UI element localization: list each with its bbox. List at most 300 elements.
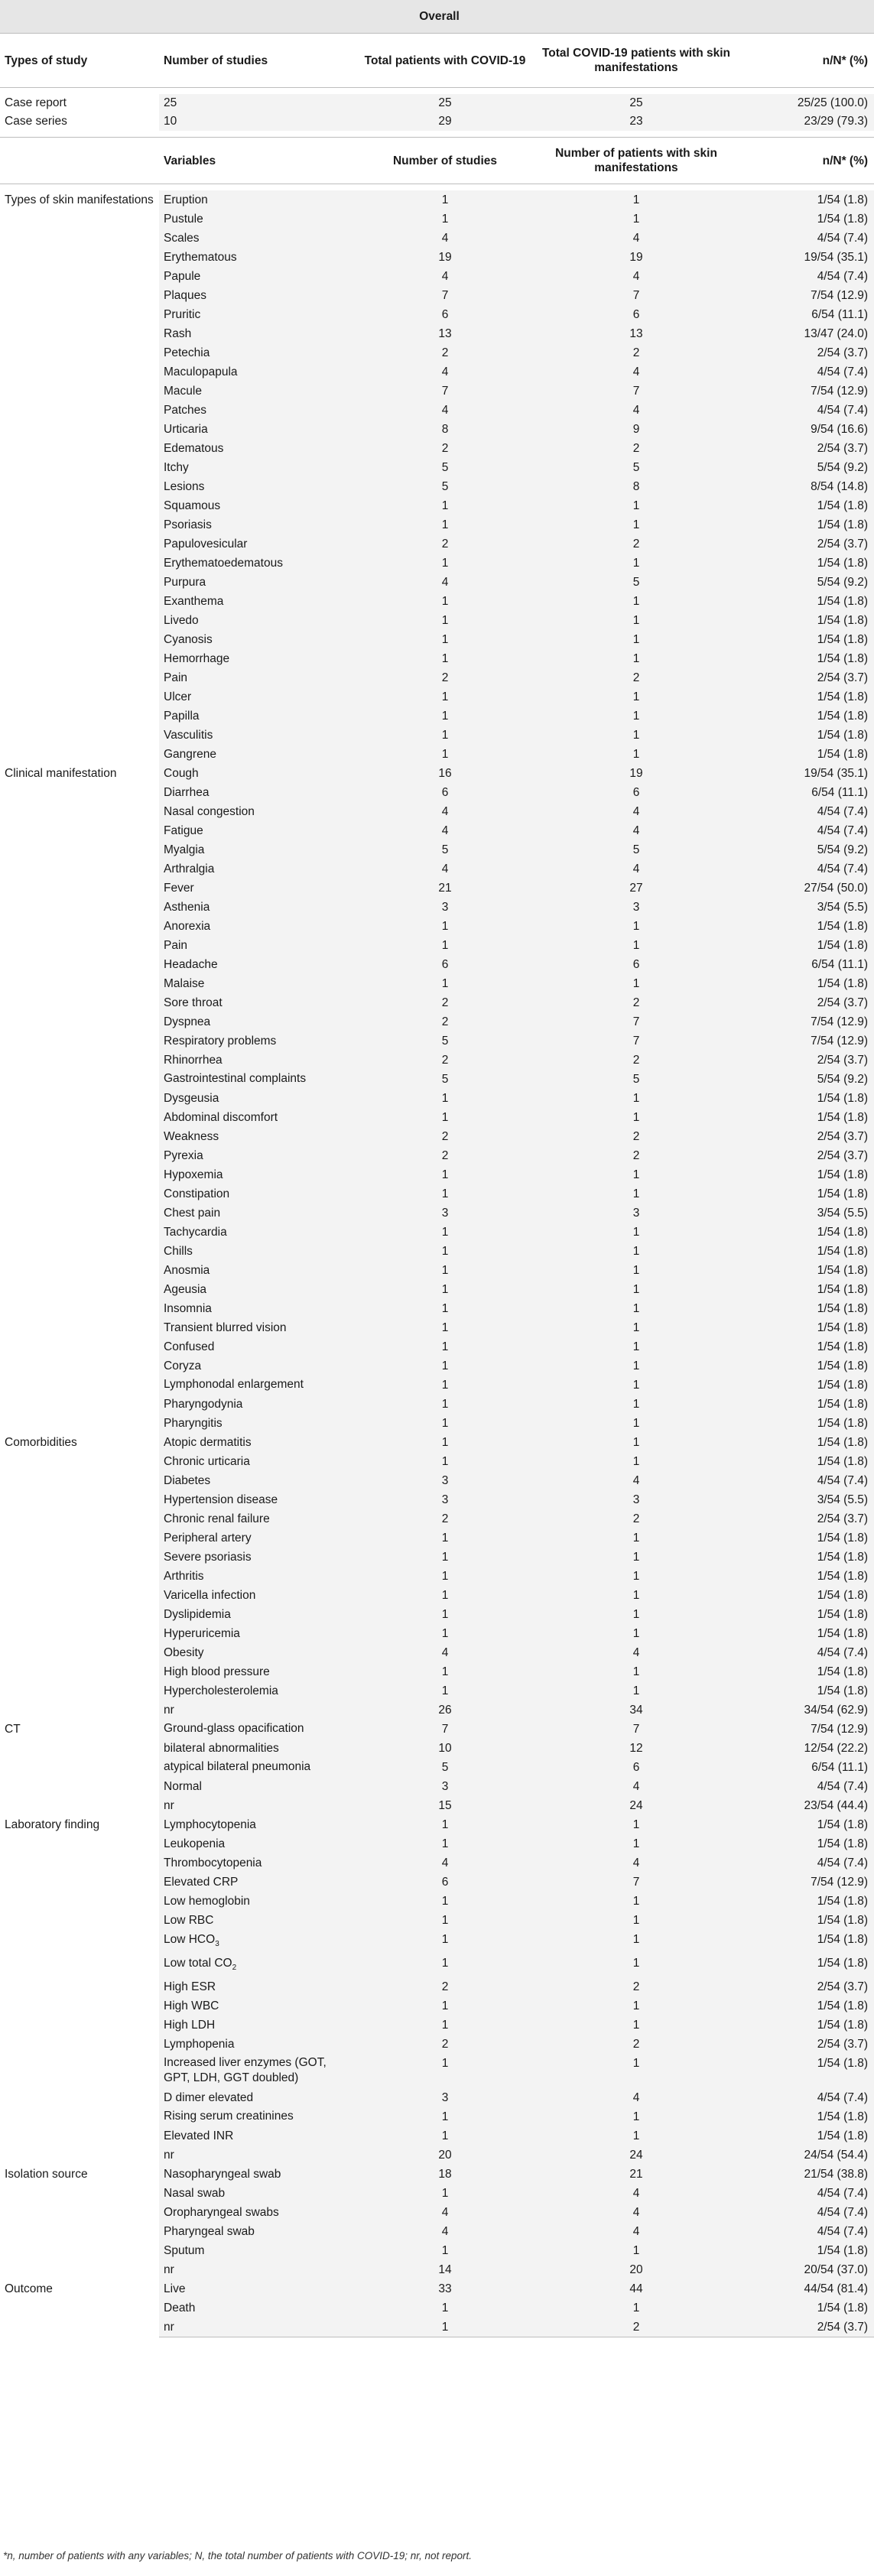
- patient-count: 2: [538, 1146, 734, 1165]
- patient-count: 7: [538, 1720, 734, 1739]
- variable-name: Arthralgia: [159, 859, 352, 879]
- ratio: 6/54 (11.1): [734, 783, 874, 802]
- patient-count: 1: [538, 1624, 734, 1643]
- study-count: 1: [352, 1681, 538, 1701]
- ratio: 7/54 (12.9): [734, 286, 874, 305]
- study-count: 2: [352, 1509, 538, 1528]
- study-count: 2: [352, 993, 538, 1012]
- patient-count: 1: [538, 496, 734, 515]
- study-count: 1: [352, 1815, 538, 1834]
- study-count: 4: [352, 2222, 538, 2241]
- ratio: 5/54 (9.2): [734, 1070, 874, 1089]
- patient-count: 1: [538, 726, 734, 745]
- variable-name: Anosmia: [159, 1261, 352, 1280]
- group-label: Comorbidities: [0, 1433, 159, 1720]
- study-count: 1: [352, 1624, 538, 1643]
- patient-count: 1: [538, 2241, 734, 2260]
- ratio: 1/54 (1.8): [734, 1223, 874, 1242]
- ratio: 1/54 (1.8): [734, 1528, 874, 1548]
- study-count: 1: [352, 707, 538, 726]
- ratio: 4/54 (7.4): [734, 2222, 874, 2241]
- study-count: 1: [352, 2184, 538, 2203]
- variable-name: High blood pressure: [159, 1662, 352, 1681]
- study-count: 1: [352, 1605, 538, 1624]
- patient-count: 1: [538, 1954, 734, 1977]
- patient-count: 27: [538, 879, 734, 898]
- study-count: 1: [352, 515, 538, 534]
- ratio: 1/54 (1.8): [734, 1548, 874, 1567]
- ratio: 1/54 (1.8): [734, 707, 874, 726]
- ratio: 44/54 (81.4): [734, 2279, 874, 2298]
- ratio: 19/54 (35.1): [734, 764, 874, 783]
- variable-name: Eruption: [159, 190, 352, 210]
- variable-name: Tachycardia: [159, 1223, 352, 1242]
- ratio: 5/54 (9.2): [734, 840, 874, 859]
- patient-count: 1: [538, 2016, 734, 2035]
- study-count: 1: [352, 2126, 538, 2146]
- patient-count: 7: [538, 382, 734, 401]
- patient-count: 1: [538, 1567, 734, 1586]
- ratio: 1/54 (1.8): [734, 1834, 874, 1853]
- patient-count: 5: [538, 840, 734, 859]
- variable-name: Low RBC: [159, 1911, 352, 1930]
- study-count: 1: [352, 210, 538, 229]
- patient-count: 1: [538, 1223, 734, 1242]
- patient-count: 4: [538, 1643, 734, 1662]
- study-count: 2: [352, 439, 538, 458]
- variable-name: Confused: [159, 1337, 352, 1356]
- summary-row: [0, 94, 874, 112]
- patient-count: 4: [538, 362, 734, 382]
- variable-name: Live: [159, 2279, 352, 2298]
- ratio: 8/54 (14.8): [734, 477, 874, 496]
- study-count: 1: [352, 1223, 538, 1242]
- patient-count: 2: [538, 2318, 734, 2337]
- study-count: 1: [352, 1452, 538, 1471]
- variable-name: Plaques: [159, 286, 352, 305]
- patient-count: 1: [538, 1911, 734, 1930]
- variable-name: Hemorrhage: [159, 649, 352, 668]
- ratio: 1/54 (1.8): [734, 1108, 874, 1127]
- study-count: 1: [352, 2298, 538, 2318]
- ratio: 1/54 (1.8): [734, 687, 874, 707]
- study-count: 1: [352, 611, 538, 630]
- study-count: 1: [352, 1892, 538, 1911]
- ratio: 1/54 (1.8): [734, 917, 874, 936]
- study-count: 2: [352, 534, 538, 554]
- variable-name: nr: [159, 2146, 352, 2165]
- study-count: 1: [352, 1395, 538, 1414]
- variable-name: Insomnia: [159, 1299, 352, 1318]
- study-count: 2: [352, 1051, 538, 1070]
- study-count: 1: [352, 974, 538, 993]
- variable-name: Chronic renal failure: [159, 1509, 352, 1528]
- ratio: 2/54 (3.7): [734, 2318, 874, 2337]
- group-label: Clinical manifestation: [0, 764, 159, 1433]
- study-count: 1: [352, 1834, 538, 1853]
- patient-count: 5: [538, 1070, 734, 1089]
- patient-count: 29: [352, 112, 538, 131]
- patient-count: 1: [538, 974, 734, 993]
- study-count: 10: [352, 1739, 538, 1758]
- variable-name: Scales: [159, 229, 352, 248]
- variable-name: D dimer elevated: [159, 2088, 352, 2107]
- ratio: 3/54 (5.5): [734, 1490, 874, 1509]
- patient-count: 4: [538, 1471, 734, 1490]
- study-count: 1: [352, 726, 538, 745]
- ratio: 1/54 (1.8): [734, 1280, 874, 1299]
- study-count: 1: [352, 687, 538, 707]
- ratio: 24/54 (54.4): [734, 2146, 874, 2165]
- patient-count: 5: [538, 573, 734, 592]
- ratio: 2/54 (3.7): [734, 993, 874, 1012]
- ratio: 1/54 (1.8): [734, 745, 874, 764]
- variable-name: Pustule: [159, 210, 352, 229]
- study-count: 5: [352, 1758, 538, 1777]
- patient-count: 1: [538, 1433, 734, 1452]
- patient-count: 1: [538, 1318, 734, 1337]
- patient-count: 2: [538, 343, 734, 362]
- ratio: 1/54 (1.8): [734, 1815, 874, 1834]
- ratio: 1/54 (1.8): [734, 190, 874, 210]
- variable-name: Squamous: [159, 496, 352, 515]
- patient-count: 1: [538, 1184, 734, 1204]
- patient-count: 1: [538, 611, 734, 630]
- study-count: 1: [352, 1548, 538, 1567]
- header-number-of-studies-2: Number of studies: [352, 138, 538, 184]
- study-count: 4: [352, 821, 538, 840]
- patient-count: 1: [538, 1681, 734, 1701]
- variable-name: Psoriasis: [159, 515, 352, 534]
- patient-count: 6: [538, 783, 734, 802]
- study-count: 1: [352, 1954, 538, 1977]
- ratio: 9/54 (16.6): [734, 420, 874, 439]
- variable-name: Chronic urticaria: [159, 1452, 352, 1471]
- variable-name: Increased liver enzymes (GOT, GPT, LDH, GGT doubled): [159, 2054, 352, 2088]
- variable-name: nr: [159, 1796, 352, 1815]
- variable-name: Elevated INR: [159, 2126, 352, 2146]
- variable-name: nr: [159, 2318, 352, 2337]
- patient-count: 20: [538, 2260, 734, 2279]
- study-count: 6: [352, 955, 538, 974]
- patient-count: 6: [538, 305, 734, 324]
- study-count: 1: [352, 1376, 538, 1395]
- variable-name: Purpura: [159, 573, 352, 592]
- patient-count: 4: [538, 267, 734, 286]
- variable-name: Rhinorrhea: [159, 1051, 352, 1070]
- variable-name: Pyrexia: [159, 1146, 352, 1165]
- study-count: 1: [352, 2054, 538, 2088]
- ratio: 5/54 (9.2): [734, 458, 874, 477]
- patient-count: 2: [538, 534, 734, 554]
- patient-count: 1: [538, 1242, 734, 1261]
- study-count: 7: [352, 286, 538, 305]
- patient-count: 1: [538, 1089, 734, 1108]
- patient-count: 4: [538, 802, 734, 821]
- variable-name: Arthritis: [159, 1567, 352, 1586]
- variable-name: Fever: [159, 879, 352, 898]
- study-count: 26: [352, 1701, 538, 1720]
- patient-count: 6: [538, 955, 734, 974]
- patient-count: 1: [538, 1548, 734, 1567]
- study-count: 10: [159, 112, 352, 131]
- variable-name: Papulovesicular: [159, 534, 352, 554]
- variable-name: Rising serum creatinines: [159, 2107, 352, 2126]
- patient-count: 1: [538, 1395, 734, 1414]
- patient-count: 7: [538, 1031, 734, 1051]
- patient-count: 1: [538, 1108, 734, 1127]
- variable-name: Chills: [159, 1242, 352, 1261]
- variable-name: Nasopharyngeal swab: [159, 2165, 352, 2184]
- variable-name: Hyperuricemia: [159, 1624, 352, 1643]
- patient-count: 1: [538, 1356, 734, 1376]
- study-count: 2: [352, 1146, 538, 1165]
- variable-name: Exanthema: [159, 592, 352, 611]
- variable-name: Papule: [159, 267, 352, 286]
- study-count: 1: [352, 1528, 538, 1548]
- patient-count: 1: [538, 1299, 734, 1318]
- ratio: 20/54 (37.0): [734, 2260, 874, 2279]
- ratio: 1/54 (1.8): [734, 1165, 874, 1184]
- variable-name: Anorexia: [159, 917, 352, 936]
- variable-name: Low hemoglobin: [159, 1892, 352, 1911]
- ratio: 4/54 (7.4): [734, 859, 874, 879]
- patient-count: 2: [538, 1977, 734, 1996]
- ratio: 4/54 (7.4): [734, 1471, 874, 1490]
- ratio: 1/54 (1.8): [734, 1954, 874, 1977]
- variable-name: Gastrointestinal complaints: [159, 1070, 352, 1089]
- header-number-of-studies: Number of studies: [159, 34, 352, 88]
- patient-count: 4: [538, 1777, 734, 1796]
- ratio: 7/54 (12.9): [734, 1031, 874, 1051]
- ratio: 1/54 (1.8): [734, 649, 874, 668]
- patient-count: 1: [538, 1930, 734, 1954]
- study-count: 2: [352, 2035, 538, 2054]
- patient-count: 2: [538, 1509, 734, 1528]
- ratio: 1/54 (1.8): [734, 515, 874, 534]
- patient-count: 6: [538, 1758, 734, 1777]
- variable-name: Headache: [159, 955, 352, 974]
- study-count: 1: [352, 1911, 538, 1930]
- ratio: 1/54 (1.8): [734, 1242, 874, 1261]
- header-types-of-study: Types of study: [0, 34, 159, 88]
- patient-count: 7: [538, 286, 734, 305]
- variable-name: Dyslipidemia: [159, 1605, 352, 1624]
- ratio: 2/54 (3.7): [734, 2035, 874, 2054]
- patient-count: 1: [538, 1834, 734, 1853]
- study-count: 4: [352, 401, 538, 420]
- patient-count: 24: [538, 1796, 734, 1815]
- variable-name: Myalgia: [159, 840, 352, 859]
- group-label: Laboratory finding: [0, 1815, 159, 2165]
- study-count: 5: [352, 458, 538, 477]
- study-count: 1: [352, 1414, 538, 1433]
- ratio: 2/54 (3.7): [734, 668, 874, 687]
- variable-name: Ground-glass opacification: [159, 1720, 352, 1739]
- patient-count: 3: [538, 1204, 734, 1223]
- variable-name: nr: [159, 2260, 352, 2279]
- variable-name: Asthenia: [159, 898, 352, 917]
- patient-count: 1: [538, 515, 734, 534]
- ratio: 1/54 (1.8): [734, 630, 874, 649]
- variable-name: Lymphocytopenia: [159, 1815, 352, 1834]
- study-count: 1: [352, 630, 538, 649]
- ratio: 1/54 (1.8): [734, 611, 874, 630]
- ratio: 2/54 (3.7): [734, 1509, 874, 1528]
- ratio: 1/54 (1.8): [734, 1089, 874, 1108]
- variable-name: Lymphonodal enlargement: [159, 1376, 352, 1395]
- patient-count: 7: [538, 1012, 734, 1031]
- variable-name: atypical bilateral pneumonia: [159, 1758, 352, 1777]
- patient-count: 24: [538, 2146, 734, 2165]
- ratio: 1/54 (1.8): [734, 1452, 874, 1471]
- patient-count: 1: [538, 630, 734, 649]
- variable-name: Low total $CO_2$: [159, 1954, 352, 1977]
- patient-count: 1: [538, 917, 734, 936]
- table-row: [0, 190, 874, 210]
- study-count: 1: [352, 592, 538, 611]
- study-count: 6: [352, 1873, 538, 1892]
- study-count: 4: [352, 1853, 538, 1873]
- variable-name: Cyanosis: [159, 630, 352, 649]
- patient-count: 2: [538, 2035, 734, 2054]
- ratio: 3/54 (5.5): [734, 1204, 874, 1223]
- variable-name: Death: [159, 2298, 352, 2318]
- patient-count: 4: [538, 401, 734, 420]
- patient-count: 1: [538, 1996, 734, 2016]
- ratio: 1/54 (1.8): [734, 1605, 874, 1624]
- study-count: 1: [352, 1356, 538, 1376]
- study-count: 5: [352, 1031, 538, 1051]
- variable-name: Rash: [159, 324, 352, 343]
- header-skin-patients: Number of patients with skin manifestations: [538, 138, 734, 184]
- study-count: 6: [352, 783, 538, 802]
- variable-name: Patches: [159, 401, 352, 420]
- group-label: Isolation source: [0, 2165, 159, 2279]
- group-label: Outcome: [0, 2279, 159, 2337]
- ratio: 1/54 (1.8): [734, 210, 874, 229]
- variable-name: Diarrhea: [159, 783, 352, 802]
- ratio: 1/54 (1.8): [734, 1892, 874, 1911]
- study-count: 8: [352, 420, 538, 439]
- patient-count: 1: [538, 1662, 734, 1681]
- ratio: 4/54 (7.4): [734, 2203, 874, 2222]
- table-title: Overall: [0, 0, 874, 34]
- ratio: 2/54 (3.7): [734, 534, 874, 554]
- ratio: 4/54 (7.4): [734, 267, 874, 286]
- ratio: 7/54 (12.9): [734, 382, 874, 401]
- study-count: 1: [352, 1567, 538, 1586]
- patient-count: 1: [538, 649, 734, 668]
- patient-count: 2: [538, 439, 734, 458]
- variable-name: Constipation: [159, 1184, 352, 1204]
- ratio: 23/54 (44.4): [734, 1796, 874, 1815]
- study-count: 2: [352, 1977, 538, 1996]
- patient-count: 1: [538, 554, 734, 573]
- variable-name: Varicella infection: [159, 1586, 352, 1605]
- patient-count: 19: [538, 248, 734, 267]
- study-count: 1: [352, 1299, 538, 1318]
- variable-name: Pruritic: [159, 305, 352, 324]
- table-row: [0, 2165, 874, 2184]
- variable-name: Edematous: [159, 439, 352, 458]
- ratio: 2/54 (3.7): [734, 1051, 874, 1070]
- patient-count: 1: [538, 1414, 734, 1433]
- variable-name: Cough: [159, 764, 352, 783]
- variable-name: Dyspnea: [159, 1012, 352, 1031]
- patient-count: 1: [538, 210, 734, 229]
- variable-name: bilateral abnormalities: [159, 1739, 352, 1758]
- patient-count: 1: [538, 745, 734, 764]
- ratio: 1/54 (1.8): [734, 1356, 874, 1376]
- study-count: 1: [352, 745, 538, 764]
- variable-name: Vasculitis: [159, 726, 352, 745]
- patient-count: 1: [538, 1815, 734, 1834]
- patient-count: 1: [538, 2107, 734, 2126]
- variable-name: Nasal swab: [159, 2184, 352, 2203]
- ratio: 1/54 (1.8): [734, 1662, 874, 1681]
- patient-count: 1: [538, 2054, 734, 2088]
- table-footnote: *n, number of patients with any variables; N, the total number of patients with COVID-19; nr, not report.: [3, 2550, 473, 2561]
- study-count: 7: [352, 382, 538, 401]
- variable-name: Pain: [159, 668, 352, 687]
- ratio: 4/54 (7.4): [734, 802, 874, 821]
- variable-name: Itchy: [159, 458, 352, 477]
- patient-count: 4: [538, 2203, 734, 2222]
- variable-name: Chest pain: [159, 1204, 352, 1223]
- patient-count: 9: [538, 420, 734, 439]
- ratio: 1/54 (1.8): [734, 2126, 874, 2146]
- variable-name: Macule: [159, 382, 352, 401]
- study-type: Case report: [5, 96, 67, 109]
- variable-name: Dysgeusia: [159, 1089, 352, 1108]
- ratio: 27/54 (50.0): [734, 879, 874, 898]
- ratio: 6/54 (11.1): [734, 305, 874, 324]
- ratio: 6/54 (11.1): [734, 955, 874, 974]
- variable-name: Pharyngitis: [159, 1414, 352, 1433]
- variable-name: Erythematoedematous: [159, 554, 352, 573]
- patient-count: 4: [538, 2088, 734, 2107]
- patient-count: 1: [538, 1261, 734, 1280]
- study-header-row: [0, 34, 874, 88]
- variable-name: Gangrene: [159, 745, 352, 764]
- variable-name: Erythematous: [159, 248, 352, 267]
- variable-name: Respiratory problems: [159, 1031, 352, 1051]
- study-count: 1: [352, 2318, 538, 2337]
- ratio: 2/54 (3.7): [734, 1146, 874, 1165]
- variable-name: Low $HCO_3$: [159, 1930, 352, 1954]
- ratio: 1/54 (1.8): [734, 974, 874, 993]
- ratio: 4/54 (7.4): [734, 229, 874, 248]
- variable-name: Urticaria: [159, 420, 352, 439]
- study-count: 25: [159, 94, 352, 112]
- patient-count: 44: [538, 2279, 734, 2298]
- study-count: 2: [352, 668, 538, 687]
- variable-name: Severe psoriasis: [159, 1548, 352, 1567]
- study-count: 1: [352, 936, 538, 955]
- patient-count: 1: [538, 1165, 734, 1184]
- patient-count: 1: [538, 1452, 734, 1471]
- variable-name: Malaise: [159, 974, 352, 993]
- study-count: 2: [352, 343, 538, 362]
- variable-name: High ESR: [159, 1977, 352, 1996]
- variable-name: Coryza: [159, 1356, 352, 1376]
- variable-name: Ageusia: [159, 1280, 352, 1299]
- ratio: 4/54 (7.4): [734, 362, 874, 382]
- study-count: 7: [352, 1720, 538, 1739]
- study-count: 19: [352, 248, 538, 267]
- patient-count: 1: [538, 592, 734, 611]
